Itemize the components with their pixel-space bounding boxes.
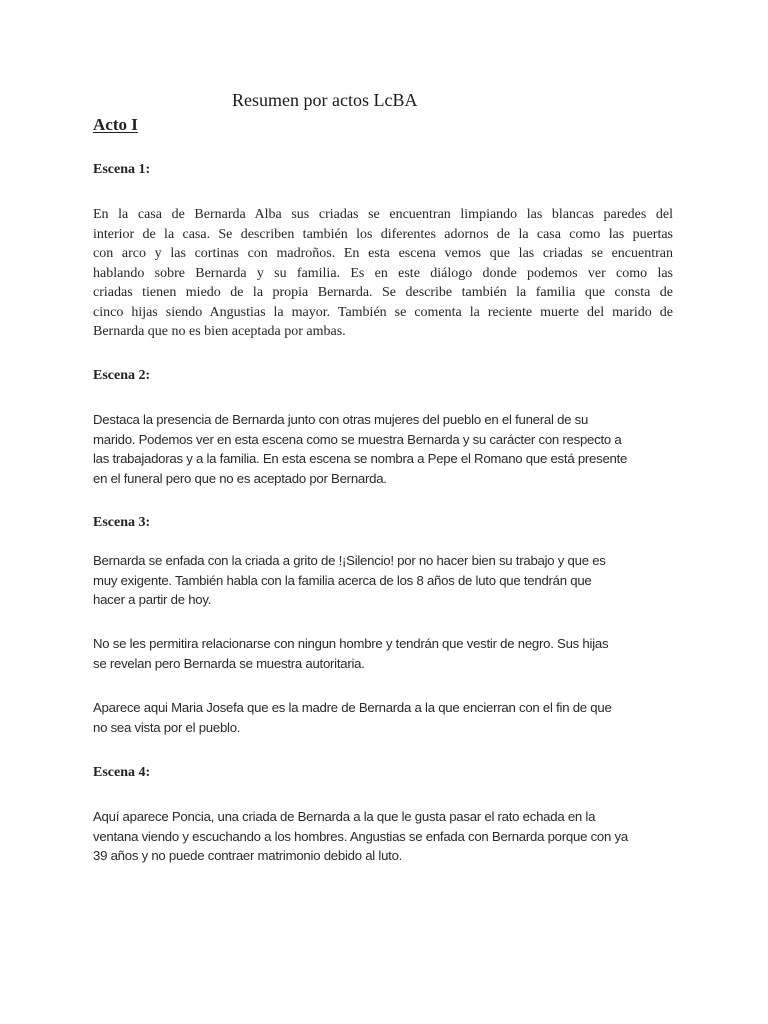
text-line: Bernarda se enfada con la criada a grito de !¡Silencio! por no hacer bien su trabajo y que es: [93, 553, 606, 568]
text-line: marido. Podemos ver en esta escena como se muestra Bernarda y su carácter con respecto a: [93, 431, 622, 447]
scene-3-paragraph-2: [93, 634, 683, 673]
text-line: No se les permitira relacionarse con ningun hombre y tendrán que vestir de negro. Sus hijas: [93, 636, 609, 651]
text-line: con arco y las cortinas con madroños. En esta escena vemos que las criadas se encuentran: [93, 246, 673, 261]
scene-1-paragraph: [93, 205, 673, 342]
scene-3-paragraph-1: [93, 551, 683, 610]
scene-3-heading: Escena 3:: [93, 515, 151, 530]
scene-2-heading: Escena 2:: [93, 368, 151, 383]
text-line: se revelan pero Bernarda se muestra autoritaria.: [93, 655, 365, 671]
text-line: las trabajadoras y a la familia. En esta escena se nombra a Pepe el Romano que está presente: [93, 451, 628, 466]
scene-2-paragraph: [93, 410, 683, 488]
text-line: 39 años y no puede contraer matrimonio debido al luto.: [93, 848, 403, 863]
text-line: interior de la casa. Se describen también los diferentes adornos de la casa como las puertas: [93, 226, 673, 242]
text-line: En la casa de Bernarda Alba sus criadas se encuentran limpiando las blancas paredes del: [93, 207, 673, 222]
act-heading: Acto I: [93, 115, 138, 134]
text-line: ventana viendo y escuchando a los hombres. Angustias se enfada con Bernarda porque con ya: [93, 828, 628, 844]
text-line: Aquí aparece Poncia, una criada de Bernarda a la que le gusta pasar el rato echada en la: [93, 809, 596, 824]
text-line: muy exigente. También habla con la familia acerca de los 8 años de luto que tendrán que: [93, 572, 592, 588]
scene-4-heading: Escena 4:: [93, 765, 151, 780]
text-line: criadas tienen miedo de la propia Bernarda. Se describe también la familia que consta de: [93, 285, 673, 300]
text-line: hablando sobre Bernarda y su familia. Es en este diálogo donde podemos ver como las: [93, 265, 673, 281]
scene-3-paragraph-3: [93, 698, 683, 737]
text-line: hacer a partir de hoy.: [93, 592, 212, 607]
text-line: Bernarda que no es bien aceptada por ambas.: [93, 324, 346, 339]
text-line: Destaca la presencia de Bernarda junto con otras mujeres del pueblo en el funeral de su: [93, 412, 589, 427]
text-line: en el funeral pero que no es aceptado por Bernarda.: [93, 470, 387, 486]
text-line: Aparece aqui Maria Josefa que es la madre de Bernarda a la que encierran con el fin de que: [93, 700, 612, 715]
document-title: Resumen por actos LcBA: [232, 90, 418, 110]
text-line: cinco hijas siendo Angustias la mayor. También se comenta la reciente muerte del marido de: [93, 304, 673, 320]
scene-1-heading: Escena 1:: [93, 162, 151, 177]
scene-4-paragraph: [93, 807, 683, 866]
text-line: no sea vista por el pueblo.: [93, 719, 241, 735]
